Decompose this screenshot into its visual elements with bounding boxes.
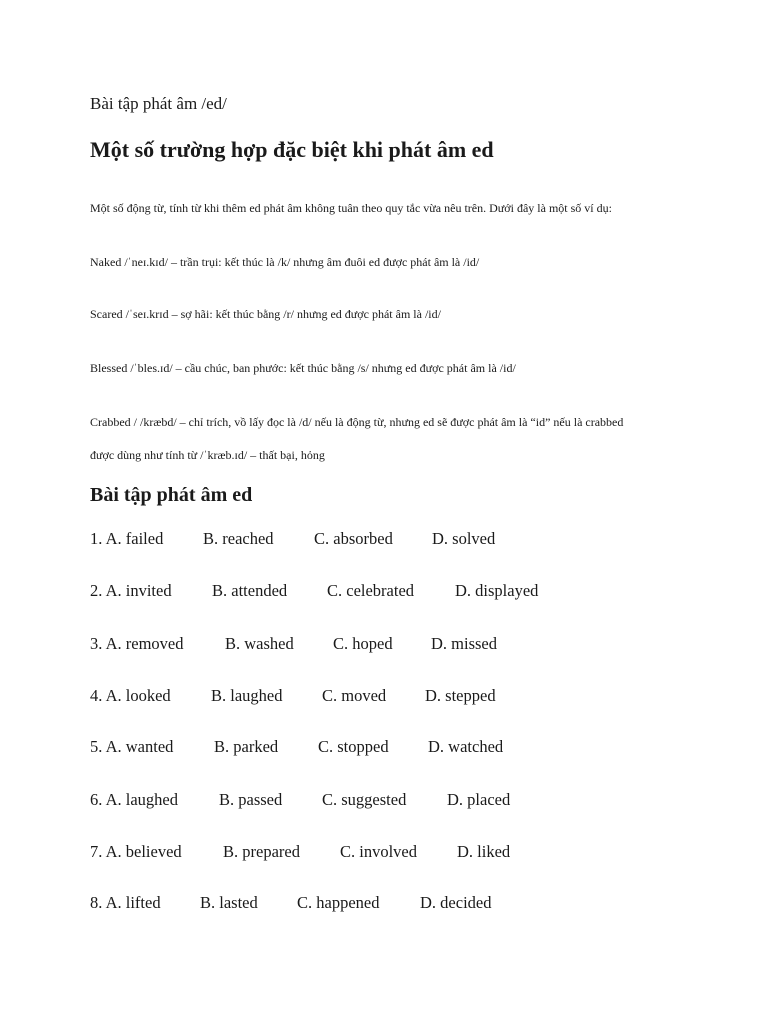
example-crabbed-line-2: được dùng như tính từ /ˈkræb.ɪd/ – thất bại, hỏng — [90, 448, 325, 462]
option-a: 4. A. looked — [90, 686, 171, 705]
option-b: B. laughed — [211, 686, 283, 705]
special-cases-heading: Một số trường hợp đặc biệt khi phát âm ed — [90, 137, 494, 162]
option-b: B. reached — [203, 529, 274, 548]
example-scared: Scared /ˈseɪ.krɪd – sợ hãi: kết thúc bằng /r/ nhưng ed được phát âm là /id/ — [90, 307, 441, 321]
option-d: D. stepped — [425, 686, 496, 705]
option-d: D. solved — [432, 529, 496, 548]
option-d: D. placed — [447, 790, 511, 809]
example-blessed: Blessed /ˈbles.ɪd/ – cầu chúc, ban phước: kết thúc bằng /s/ nhưng ed được phát âm là /id/ — [90, 361, 516, 375]
option-c: C. absorbed — [314, 529, 393, 548]
option-b: B. parked — [214, 737, 279, 756]
option-c: C. involved — [340, 842, 417, 861]
option-d: D. liked — [457, 842, 511, 861]
option-a: 2. A. invited — [90, 581, 172, 600]
option-c: C. celebrated — [327, 581, 415, 600]
option-a: 1. A. failed — [90, 529, 164, 548]
option-b: B. attended — [212, 581, 288, 600]
option-a: 3. A. removed — [90, 634, 184, 653]
exercise-heading: Bài tập phát âm ed — [90, 484, 253, 506]
option-c: C. moved — [322, 686, 387, 705]
option-b: B. prepared — [223, 842, 300, 861]
option-d: D. watched — [428, 737, 504, 756]
option-c: C. happened — [297, 893, 380, 912]
option-d: D. missed — [431, 634, 497, 653]
option-d: D. decided — [420, 893, 492, 912]
option-b: B. passed — [219, 790, 283, 809]
option-a: 5. A. wanted — [90, 737, 174, 756]
intro-paragraph: Một số động từ, tính từ khi thêm ed phát âm không tuân theo quy tắc vừa nêu trên. Dưới đây là một số ví dụ: — [90, 201, 612, 215]
option-a: 7. A. believed — [90, 842, 182, 861]
option-a: 6. A. laughed — [90, 790, 178, 809]
example-crabbed-line-1: Crabbed / /kræbd/ – chỉ trích, vồ lấy đọc là /d/ nếu là động từ, nhưng ed sẽ được phát âm là “id” nếu là crabbed — [90, 415, 624, 429]
option-a: 8. A. lifted — [90, 893, 161, 912]
example-naked: Naked /ˈneɪ.kɪd/ – trần trụi: kết thúc là /k/ nhưng âm đuôi ed được phát âm là /id/ — [90, 255, 480, 269]
option-c: C. hoped — [333, 634, 393, 653]
option-b: B. washed — [225, 634, 294, 653]
option-c: C. suggested — [322, 790, 407, 809]
option-b: B. lasted — [200, 893, 258, 912]
option-d: D. displayed — [455, 581, 539, 600]
document-title: Bài tập phát âm /ed/ — [90, 94, 227, 113]
option-c: C. stopped — [318, 737, 389, 756]
